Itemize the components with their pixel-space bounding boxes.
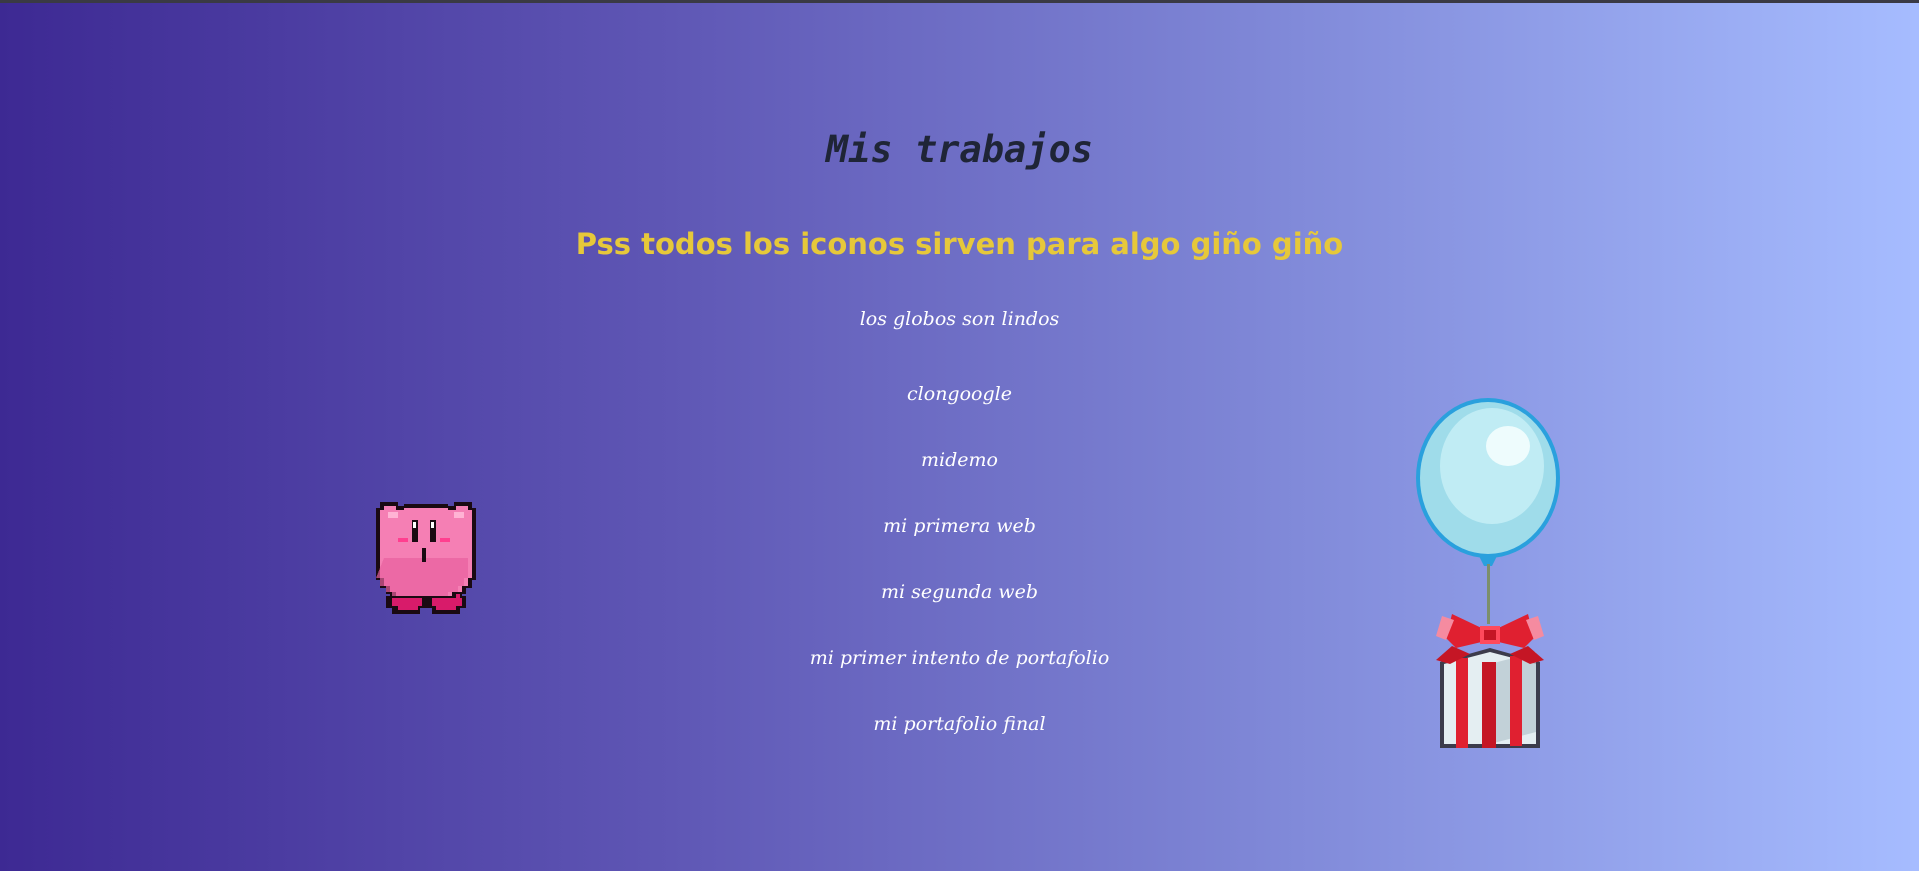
kirby-icon[interactable]	[374, 498, 482, 620]
top-border	[0, 0, 1919, 3]
balloon-hint-text: los globos son lindos	[859, 308, 1060, 330]
list-item	[0, 383, 1919, 449]
link-mi-primer-intento-portafolio[interactable]: mi primer intento de portafolio	[809, 647, 1110, 669]
list-item	[0, 515, 1919, 581]
page-title: Mis trabajos	[825, 128, 1094, 171]
list-item	[0, 581, 1919, 647]
link-mi-segunda-web[interactable]: mi segunda web	[881, 581, 1038, 603]
list-item	[0, 449, 1919, 515]
link-midemo[interactable]: midemo	[921, 449, 998, 471]
link-mi-primera-web[interactable]: mi primera web	[883, 515, 1036, 537]
link-clongoogle[interactable]: clongoogle	[907, 383, 1012, 405]
page-subtitle: Pss todos los iconos sirven para algo giño giño	[575, 227, 1344, 261]
list-item	[0, 713, 1919, 779]
list-item	[0, 647, 1919, 713]
balloon-gift-icon[interactable]	[1412, 394, 1562, 749]
link-mi-portafolio-final[interactable]: mi portafolio final	[873, 713, 1046, 735]
projects-list	[0, 383, 1919, 779]
